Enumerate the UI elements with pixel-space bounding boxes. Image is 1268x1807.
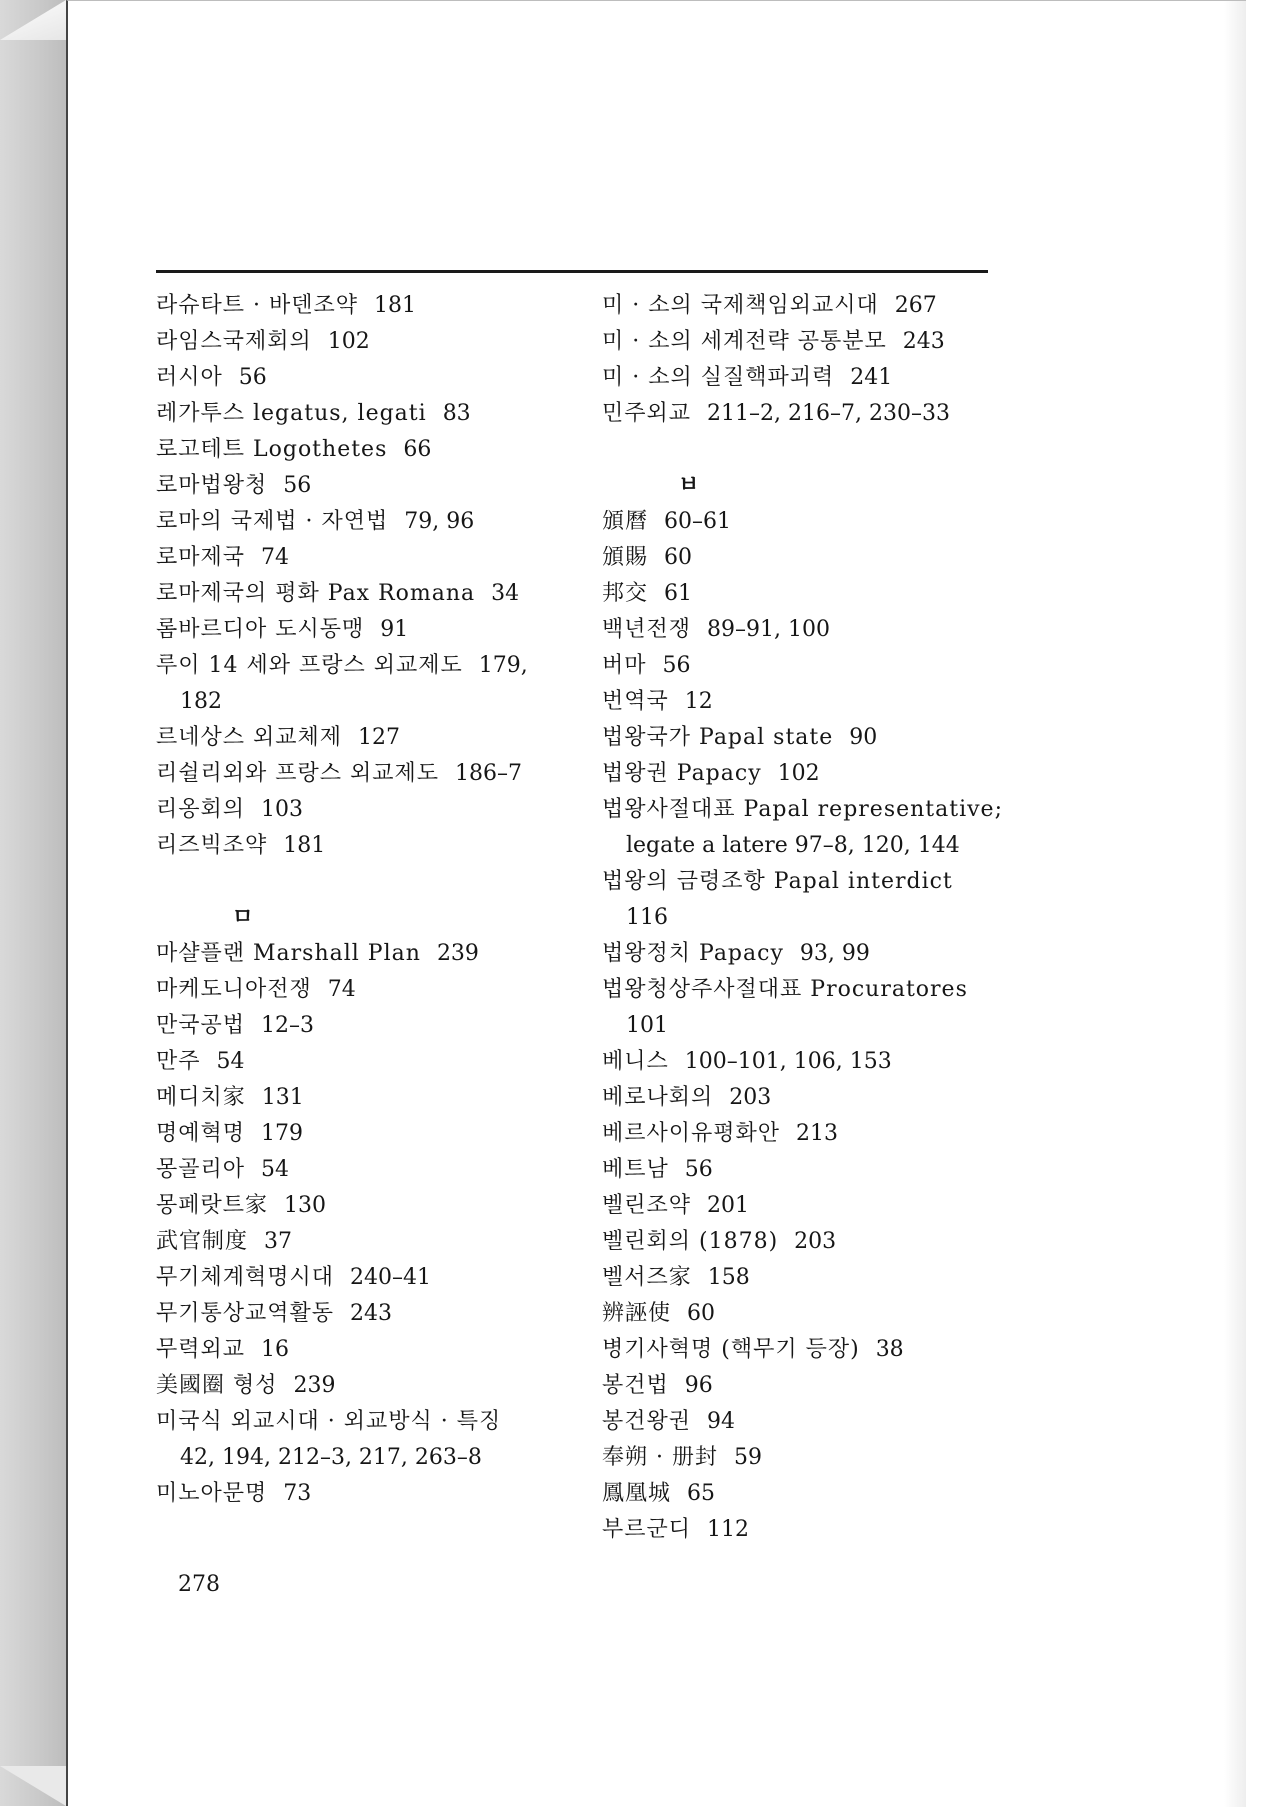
- index-term: 루이 14 세와 프랑스 외교제도: [156, 653, 463, 678]
- index-page-refs: 181: [283, 833, 326, 858]
- index-page-refs: 241: [850, 365, 893, 390]
- index-page-refs: 203: [729, 1085, 772, 1110]
- index-entry: [156, 468, 586, 504]
- index-term: 봉건법: [602, 1373, 669, 1398]
- index-entry: [602, 720, 1062, 756]
- index-term: 頒賜: [602, 545, 649, 570]
- index-page-refs: 213: [796, 1121, 839, 1146]
- index-entry: [156, 576, 586, 612]
- index-page-refs: 103: [261, 797, 304, 822]
- index-term: 레가투스 legatus, legati: [156, 401, 427, 426]
- index-term: 로고테트 Logothetes: [156, 437, 388, 462]
- index-page-refs: 100–101, 106, 153: [684, 1049, 892, 1074]
- index-entry: [156, 828, 586, 864]
- index-term: 미노아문명: [156, 1481, 268, 1506]
- index-term: 메디치家: [156, 1085, 246, 1110]
- index-entry: [602, 1152, 1062, 1188]
- index-column-left: [156, 288, 586, 1512]
- index-term: 봉건왕권: [602, 1409, 692, 1434]
- index-entry: [602, 1332, 1062, 1368]
- index-entry: [156, 396, 586, 432]
- index-term: 법왕정치 Papacy: [602, 941, 784, 966]
- index-entry: [156, 1188, 586, 1224]
- index-term: 미 · 소의 세계전략 공통분모: [602, 329, 887, 354]
- index-entry: [156, 1080, 586, 1116]
- index-entry: [602, 1224, 1062, 1260]
- index-entry: [602, 1512, 1062, 1548]
- index-entry: [602, 324, 1062, 360]
- index-entry: [156, 756, 586, 792]
- index-entry: [602, 504, 1062, 540]
- index-term: 邦交: [602, 581, 649, 606]
- index-page-refs: 83: [442, 401, 471, 426]
- index-entry: [602, 1080, 1062, 1116]
- index-entry: [602, 576, 1062, 612]
- index-term: 미국식 외교시대 · 외교방식 · 특징: [156, 1409, 502, 1434]
- index-page-refs: 186–7: [455, 761, 523, 786]
- index-page-refs: 127: [358, 725, 401, 750]
- index-page-refs: 94: [707, 1409, 736, 1434]
- index-page-refs: 59: [733, 1445, 762, 1470]
- index-term: 라임스국제회의: [156, 329, 312, 354]
- index-term: 베로나회의: [602, 1085, 714, 1110]
- index-page-refs: 93, 99: [799, 941, 870, 966]
- index-page-refs: 211–2, 216–7, 230–33: [707, 401, 950, 426]
- index-entry: [156, 1332, 586, 1368]
- index-page-refs: 181: [374, 293, 416, 318]
- index-entry: [602, 1296, 1062, 1332]
- index-term: 버마: [602, 653, 647, 678]
- index-entry: [156, 504, 586, 540]
- index-term: 번역국: [602, 689, 669, 714]
- index-page-refs: 267: [894, 293, 937, 318]
- index-term: 鳳凰城: [602, 1481, 672, 1506]
- index-term: 로마제국의 평화 Pax Romana: [156, 581, 476, 606]
- index-entry: [156, 792, 586, 828]
- index-term: 벨린조약: [602, 1193, 692, 1218]
- index-entry: [602, 684, 1062, 720]
- index-page-refs: 56: [662, 653, 691, 678]
- index-page-refs: 61: [664, 581, 693, 606]
- index-term: 로마법왕청: [156, 473, 268, 498]
- index-term: 베트남: [602, 1157, 669, 1182]
- index-entry: [602, 612, 1062, 648]
- index-term: 법왕국가 Papal state: [602, 725, 834, 750]
- index-page-refs: 79, 96: [404, 509, 475, 534]
- index-entry: [156, 648, 586, 684]
- index-page-refs: 243: [902, 329, 945, 354]
- index-term: 백년전쟁: [602, 617, 692, 642]
- index-term: 몽페랏트家: [156, 1193, 269, 1218]
- index-term: 롬바르디아 도시동맹: [156, 617, 365, 642]
- index-term: 벨린회의 (1878): [602, 1229, 779, 1254]
- index-entry: [602, 1044, 1062, 1080]
- index-entry: [602, 540, 1062, 576]
- index-page-refs: 239: [436, 941, 479, 966]
- index-page-refs: 56: [238, 365, 267, 390]
- index-entry: [602, 648, 1062, 684]
- index-term: 르네상스 외교체제: [156, 725, 343, 750]
- page-edge-shadow: [1224, 1, 1246, 1807]
- index-term: 병기사혁명 (핵무기 등장): [602, 1337, 860, 1362]
- index-entry: [156, 360, 586, 396]
- index-page-refs: 38: [875, 1337, 904, 1362]
- index-entry-continuation: 182: [180, 689, 222, 714]
- index-entry: [156, 1152, 586, 1188]
- index-entry: [602, 1476, 1062, 1512]
- index-term: 법왕권 Papacy: [602, 761, 762, 786]
- section-gap: [156, 864, 586, 900]
- index-page-refs: 158: [707, 1265, 750, 1290]
- index-entry-continuation: legate a latere 97–8, 120, 144: [626, 833, 960, 858]
- book-spine: [0, 0, 66, 1806]
- index-entry: [602, 756, 1062, 792]
- index-entry: [156, 1116, 586, 1152]
- index-page-refs: 102: [327, 329, 370, 354]
- index-page-refs: 73: [283, 1481, 312, 1506]
- index-term: 몽골리아: [156, 1157, 246, 1182]
- index-entry: [156, 1260, 586, 1296]
- index-entry: [156, 720, 586, 756]
- index-term: 무기체계혁명시대: [156, 1265, 335, 1290]
- index-entry: [156, 1296, 586, 1332]
- index-term: 武官制度: [156, 1229, 249, 1254]
- index-page-refs: 34: [491, 581, 520, 606]
- index-page-refs: 65: [687, 1481, 716, 1506]
- page-number: 278: [178, 1572, 220, 1597]
- index-entry: [156, 1224, 586, 1260]
- index-term: 라슈타트 · 바덴조약: [156, 293, 358, 318]
- index-term: 로마제국: [156, 545, 246, 570]
- index-term: 리즈빅조약: [156, 833, 268, 858]
- index-term: 무력외교: [156, 1337, 246, 1362]
- index-term: 명예혁명: [156, 1121, 246, 1146]
- index-term: 만주: [156, 1049, 201, 1074]
- index-entry-continuation: 42, 194, 212–3, 217, 263–8: [180, 1445, 482, 1470]
- index-entry: [156, 288, 586, 324]
- index-term: 美國圈 형성: [156, 1373, 278, 1398]
- index-entry: [156, 1476, 586, 1512]
- index-page-refs: 74: [261, 545, 290, 570]
- index-entry: [156, 612, 586, 648]
- index-page-refs: 60–61: [664, 509, 732, 534]
- index-page-refs: 239: [293, 1373, 336, 1398]
- index-term: 민주외교: [602, 401, 692, 426]
- index-page-refs: 203: [794, 1229, 837, 1254]
- index-term: 러시아: [156, 365, 223, 390]
- index-page-refs: 89–91, 100: [707, 617, 830, 642]
- index-column-right: [602, 288, 1062, 1548]
- index-term: 리쉴리외와 프랑스 외교제도: [156, 761, 440, 786]
- index-term: 미 · 소의 국제책임외교시대: [602, 293, 879, 318]
- index-entry: [156, 1368, 586, 1404]
- index-page-refs: 179: [261, 1121, 304, 1146]
- index-page-refs: 74: [327, 977, 356, 1002]
- index-entry: [602, 1404, 1062, 1440]
- index-entry: [156, 936, 586, 972]
- index-page-refs: 54: [216, 1049, 245, 1074]
- section-heading: ㅂ: [678, 473, 700, 498]
- index-page-refs: 12–3: [261, 1013, 315, 1038]
- index-entry-continuation: 101: [626, 1013, 668, 1038]
- index-page-refs: 60: [687, 1301, 716, 1326]
- index-page-refs: 179,: [478, 653, 528, 678]
- index-entry: [602, 1188, 1062, 1224]
- index-entry: [156, 1404, 586, 1440]
- index-term: 법왕의 금령조항 Papal interdict: [602, 869, 953, 894]
- index-page-refs: 12: [684, 689, 713, 714]
- index-term: 법왕청상주사절대표 Procuratores: [602, 977, 968, 1002]
- index-term: 벨서즈家: [602, 1265, 692, 1290]
- index-term: 부르군디: [602, 1517, 692, 1542]
- index-entry: [156, 324, 586, 360]
- index-entry: [602, 288, 1062, 324]
- index-entry: [602, 936, 1062, 972]
- index-term: 리옹회의: [156, 797, 246, 822]
- index-entry: [602, 864, 1062, 900]
- index-entry: [602, 1368, 1062, 1404]
- index-page-refs: 96: [684, 1373, 713, 1398]
- index-term: 頒曆: [602, 509, 649, 534]
- header-rule: [156, 270, 988, 273]
- index-entry: [156, 540, 586, 576]
- index-entry: [602, 1260, 1062, 1296]
- section-heading: ㅁ: [232, 905, 254, 930]
- index-entry: [602, 396, 1062, 432]
- index-term: 무기통상교역활동: [156, 1301, 335, 1326]
- index-page-refs: 112: [707, 1517, 750, 1542]
- index-term: 만국공법: [156, 1013, 246, 1038]
- index-page-refs: 37: [264, 1229, 293, 1254]
- index-entry: [156, 1044, 586, 1080]
- index-term: 미 · 소의 실질핵파괴력: [602, 365, 835, 390]
- index-term: 奉朔 · 册封: [602, 1445, 718, 1470]
- index-entry: [602, 972, 1062, 1008]
- index-term: 辨誣使: [602, 1301, 672, 1326]
- index-term: 베니스: [602, 1049, 669, 1074]
- index-entry: [156, 972, 586, 1008]
- index-page-refs: 102: [777, 761, 820, 786]
- index-page-refs: 54: [261, 1157, 290, 1182]
- index-page-refs: 60: [664, 545, 693, 570]
- section-gap: [602, 432, 1062, 468]
- index-page-refs: 240–41: [350, 1265, 432, 1290]
- index-page-refs: 91: [380, 617, 409, 642]
- index-entry: [602, 792, 1062, 828]
- index-entry: [602, 1440, 1062, 1476]
- index-term: 마케도니아전쟁: [156, 977, 312, 1002]
- index-page-refs: 90: [849, 725, 878, 750]
- index-page-refs: 131: [261, 1085, 304, 1110]
- index-entry: [156, 1008, 586, 1044]
- index-term: 로마의 국제법 · 자연법: [156, 509, 389, 534]
- index-page-refs: 56: [283, 473, 312, 498]
- index-term: 마샬플랜 Marshall Plan: [156, 941, 421, 966]
- index-page-refs: 130: [284, 1193, 327, 1218]
- index-term: 베르사이유평화안: [602, 1121, 781, 1146]
- index-page-refs: 201: [707, 1193, 750, 1218]
- index-page-refs: 243: [350, 1301, 393, 1326]
- index-term: 법왕사절대표 Papal representative;: [602, 797, 1003, 822]
- index-page-refs: 16: [261, 1337, 290, 1362]
- index-page-refs: 56: [684, 1157, 713, 1182]
- index-page-refs: 66: [403, 437, 432, 462]
- index-entry-continuation: 116: [626, 905, 668, 930]
- index-entry: [156, 432, 586, 468]
- index-entry: [602, 360, 1062, 396]
- index-entry: [602, 1116, 1062, 1152]
